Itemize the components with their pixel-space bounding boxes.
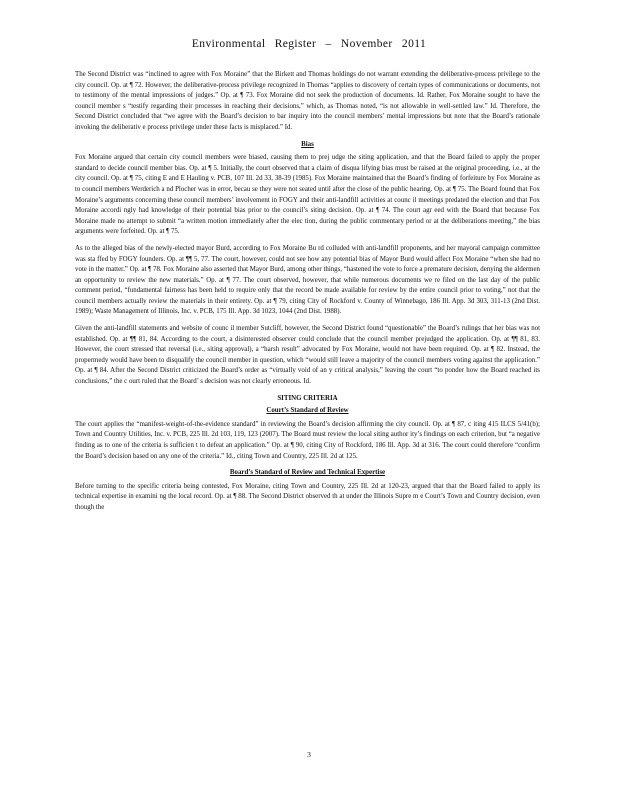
paragraph-deliberative-privilege: The Second District was “inclined to agree with Fox Moraine” that the Birkett and Thomas holdings do not warrant extending the deliberative-process privilege to the city council. Op. at ¶ 72. However, the deliberative-process privilege recognized in Thomas “applies to discovery of certain types of communications or documents, not to testimony of the mental impressions of judges.” Op. at ¶ 73. Fox Moraine did not seek the production of documents. Id. Rather, Fox Moraine sought to have the council member s “testify regarding their processes in reaching their decisions,” which, as Thomas noted, “is not allowable in well-settled law.” Id. Therefore, the Second District concluded that “we agree with the Board’s decision to bar inquiry into the council members’ mental impressions but note that the Board’s rationale invoking the deliberativ e process privilege under these facts is misplaced.” Id.: [75, 71, 540, 131]
paragraph-bias-mayor: As to the alleged bias of the newly-elected mayor Burd, according to Fox Moraine Bu rd colluded with anti-landfill proponents, and her mayoral campaign committee was sta ffed by FOGY founders. Op. at ¶¶ 5, 77. The court, however, could not see how any potential bias of Mayor Burd would affect Fox Moraine “when she had no vote in the matter.” Op. at ¶ 78. Fox Moraine also asserted that Mayor Burd, among other things, “hastened the vote to force a premature decision, denying the aldermen an opportunity to review the new materials.” Op. at ¶ 77. The court observed, however, that while numerous documents we re filed on the last day of the public comment period, “fundamental fairness has been held to require only that the record be made available for review by the entire council prior to voting,” not that the council members actually review the materials in their entirety. Op. at ¶ 79, citing City of Rockford v. County of Winnebago, 186 Ill. App. 3d 303, 311-13 (2nd Dist. 1989); Waste Management of Illinois, Inc. v. PCB, 175 Ill. App. 3d 1023, 1044 (2nd Dist. 1988).: [75, 244, 540, 316]
running-header: Environmental Register – November 2011: [191, 38, 427, 50]
paragraph-standard-of-review: The court applies the “manifest-weight-of-the-evidence standard” in reviewing the Board’s decision affirming the city council. Op. at ¶ 87, c iting 415 ILCS 5/41(b); Town and Country Utilities, Inc. v. PCB, 225 Ill. 2d 103, 119, 123 (2007). The Board must review the local siting author ity’s findings on each criterion, but “a negative finding as to one of the criteria is sufficien t to defeat an application.” Op. at ¶ 90, citing City of Rockford, 186 Ill. App. 3d at 316. The court could therefore “confirm the Board’s decision based on any one of the criteria.” Id., citing Town and Country, 225 Ill. 2d at 125.: [75, 420, 540, 460]
document-body: [75, 70, 540, 520]
section-heading-siting-criteria: SITING CRITERIA: [277, 394, 338, 402]
paragraph-bias-forfeiture: Fox Moraine argued that certain city council members were biased, causing them to prej udge the siting application, and that the Board failed to apply the proper standard to decide council member bias. Op. at ¶ 5. Initially, the court observed that a claim of disqua lifying bias must be raised at the original proceeding, i.e., at the city council. Op. at ¶ 75, citing E and E Hauling v. PCB, 107 Ill. 2d 33, 38-39 (1985). Fox Moraine maintained that the Board’s finding of forfeiture by Fox Moraine as to council members Werderich a nd Plocher was in error, becau se they were not seated until after the close of the public hearing. Op. at ¶ 75. The Board found that Fox Moraine’s arguments concerning these council members’ involvement in FOGY and their anti-landfill activities at counc il meetings predated the election and that Fox Moraine accordi ngly had knowledge of their potential bias prior to the council’s siting decision. Op. at ¶ 74. The court agr eed with the Board that because Fox Moraine made no attempt to submit “a written motion immediately after the elec tion, during the public commentary period or at the deliberations meeting,” the bias arguments were forfeited. Op. at ¶ 75.: [75, 154, 540, 236]
subheading-boards-standard: Board’s Standard of Review and Technical Expertise: [229, 469, 386, 477]
paragraph-technical-expertise: Before turning to the specific criteria being contested, Fox Moraine, citing Town and Country, 225 Ill. 2d at 120-23, argued that that the Board failed to apply its technical expertise in examini ng the local record. Op. at ¶ 88. The Second District observed th at under the Illinois Supre m e Court’s Town and Country decision, even though the: [75, 482, 540, 511]
section-heading-bias: Bias: [301, 140, 314, 148]
page-number: 3: [307, 750, 311, 759]
subheading-courts-standard: Court’s Standard of Review: [266, 407, 349, 415]
paragraph-bias-council-member: Given the anti-landfill statements and website of counc il member Sutcliff, however, the Second District found “questionable” the Board’s rulings that her bias was not established. Op. at ¶¶ 81, 84. According to the court, a disinterested observer could conclude that the council member prejudged the application. Op. at ¶¶ 81, 83. However, the court stressed that reversal (i.e., siting approval), a “harsh result” advocated by Fox Moraine, would not have been required. Op. at ¶ 82. Instead, the propermedy would have been to disqualify the council member in question, which “would still leave a majority of the council members voting against the application.” Op. at ¶ 84. After the Second District criticized the Board’s order as “virtually void of an y critical analysis,” leaving the court “to ponder how the Board reached its conclusions,” the c ourt ruled that the Board’ s decision was not clearly erroneous. Id.: [75, 325, 540, 386]
